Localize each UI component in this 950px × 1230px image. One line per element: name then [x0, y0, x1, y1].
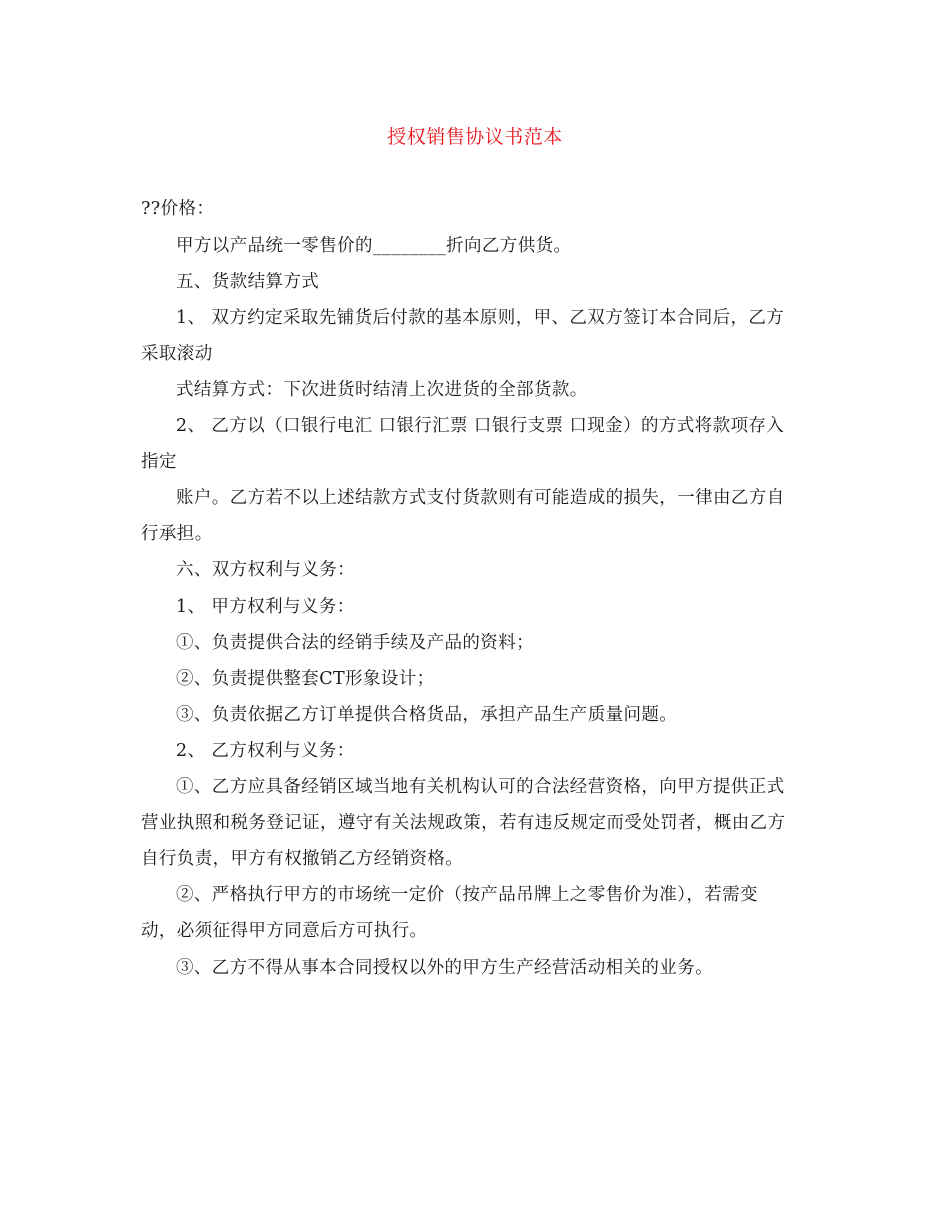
paragraph-line: 采取滚动	[141, 344, 213, 364]
price-heading: ??价格：	[141, 199, 215, 219]
document-title: 授权销售协议书范本	[387, 126, 563, 148]
paragraph-line: 自行负责，甲方有权撤销乙方经销资格。	[141, 849, 464, 869]
paragraph-line: 指定	[141, 452, 177, 472]
list-item: ③、乙方不得从事本合同授权以外的甲方生产经营活动相关的业务。	[176, 958, 713, 978]
section-heading-rights: 六、双方权利与义务：	[176, 560, 355, 580]
section-heading-payment: 五、货款结算方式	[176, 272, 320, 292]
list-item: ②、严格执行甲方的市场统一定价（按产品吊牌上之零售价为准），若需变	[176, 885, 758, 905]
paragraph-line: 行承担。	[141, 524, 213, 544]
paragraph-line: 1、 双方约定采取先铺货后付款的基本原则，甲、乙双方签订本合同后，乙方	[176, 308, 785, 328]
list-item: ①、负责提供合法的经销手续及产品的资料；	[176, 633, 534, 653]
subsection-heading: 2、 乙方权利与义务：	[176, 741, 355, 761]
paragraph-line: 式结算方式：下次进货时结清上次进货的全部货款。	[176, 380, 588, 400]
paragraph-line: 营业执照和税务登记证，遵守有关法规政策，若有违反规定而受处罚者，概由乙方	[141, 813, 786, 833]
list-item: ②、负责提供整套CT形象设计；	[176, 669, 435, 689]
subsection-heading: 1、 甲方权利与义务：	[176, 597, 355, 617]
paragraph-line: 账户。乙方若不以上述结款方式支付货款则有可能造成的损失，一律由乙方自	[176, 488, 785, 508]
list-item: ①、乙方应具备经销区域当地有关机构认可的合法经营资格，向甲方提供正式	[176, 777, 785, 797]
paragraph-line: 2、 乙方以（口银行电汇 口银行汇票 口银行支票 口现金）的方式将款项存入	[176, 416, 785, 436]
list-item: ③、负责依据乙方订单提供合格货品，承担产品生产质量问题。	[176, 705, 678, 725]
paragraph-line: 甲方以产品统一零售价的________折向乙方供货。	[176, 236, 572, 256]
paragraph-line: 动，必须征得甲方同意后方可执行。	[141, 921, 428, 941]
